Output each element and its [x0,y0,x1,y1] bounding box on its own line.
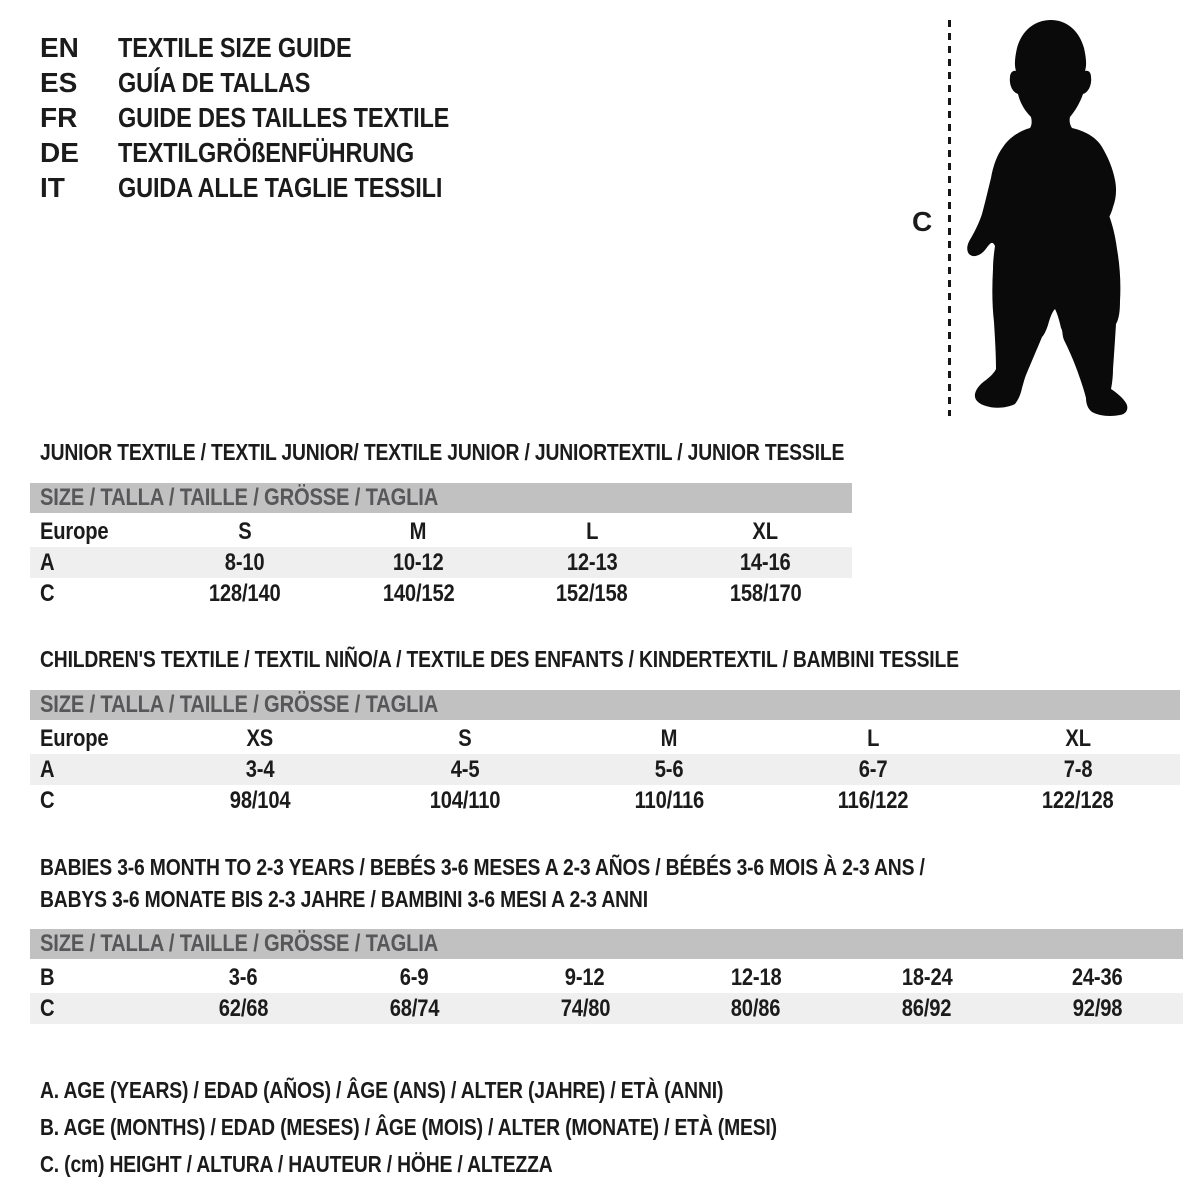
lang-code: FR [40,102,78,133]
size-value-cell: S [457,724,472,752]
children-size-table [30,723,1180,816]
size-value-cell: 12-13 [566,548,618,576]
size-value-cell: 80/86 [731,994,781,1022]
row-label: Europe [40,517,109,545]
size-value-cell: M [660,724,678,752]
table-row [30,547,852,578]
guide-title-it: GUIDA ALLE TAGLIE TESSILI [118,172,443,203]
junior-size-header-bar: SIZE / TALLA / TAILLE / GRÖSSE / TAGLIA [30,483,852,513]
size-value-cell: 128/140 [208,579,281,607]
babies-section-title: BABIES 3-6 MONTH TO 2-3 YEARS / BEBÉS 3-6 MESES A 2-3 AÑOS / BÉBÉS 3-6 MOIS À 2-3 ANS / BABYS 3-6 MONATE BIS 2-3 JAHRE / BAMBINI 3-6 MESI A 2-3 ANNI [40,854,925,912]
size-value-cell: 12-18 [730,963,782,991]
row-label: Europe [40,724,109,752]
size-value-cell: S [238,517,252,545]
size-value-cell: 8-10 [224,548,265,576]
row-label: C [40,579,55,607]
size-value-cell: 6-7 [859,755,888,783]
table-row [30,785,1180,816]
children-size-header-bar: SIZE / TALLA / TAILLE / GRÖSSE / TAGLIA [30,690,1180,720]
babies-size-table [30,962,1183,1024]
table-row [30,578,852,609]
legend-age-months: B. AGE (MONTHS) / EDAD (MESES) / ÂGE (MOIS) / ALTER (MONATE) / ETÀ (MESI) [40,1114,777,1140]
size-value-cell: L [867,724,880,752]
size-value-cell: 62/68 [218,994,269,1022]
lang-row-it [40,170,512,205]
lang-row-de [40,135,512,170]
size-value-cell: 152/158 [555,579,628,607]
row-label: C [40,994,55,1022]
lang-code: IT [40,172,65,203]
lang-row-fr [40,100,512,135]
table-row [30,754,1180,785]
junior-size-table [30,516,852,609]
size-value-cell: 6-9 [399,963,429,991]
size-value-cell: 74/80 [560,994,610,1022]
measure-legend [40,1072,917,1183]
guide-title-fr: GUIDE DES TAILLES TEXTILE [118,102,450,133]
size-value-cell: 3-4 [245,755,275,783]
size-value-cell: M [409,517,427,545]
table-row [30,723,1180,754]
lang-row-es [40,65,512,100]
size-value-cell: 5-6 [654,755,684,783]
size-value-cell: L [585,517,598,545]
row-label: A [40,755,55,783]
size-value-cell: 10-12 [392,548,444,576]
guide-title-de: TEXTILGRÖßENFÜHRUNG [118,137,415,168]
row-label: A [40,548,55,576]
lang-code: DE [40,137,79,168]
size-value-cell: 18-24 [901,963,953,991]
size-value-cell: 4-5 [450,755,479,783]
legend-height-cm: C. (cm) HEIGHT / ALTURA / HAUTEUR / HÖHE / ALTEZZA [40,1151,553,1177]
height-measure-label: C [912,206,933,237]
table-row [30,516,852,547]
size-value-cell: XL [752,517,778,545]
size-value-cell: XS [246,724,274,752]
guide-title-es: GUÍA DE TALLAS [118,67,311,98]
children-section-title: CHILDREN'S TEXTILE / TEXTIL NIÑO/A / TEXTILE DES ENFANTS / KINDERTEXTIL / BAMBINI TESSILE [40,646,959,672]
babies-size-header-bar: SIZE / TALLA / TAILLE / GRÖSSE / TAGLIA [30,929,1183,959]
row-label: C [40,786,55,814]
size-value-cell: 122/128 [1041,786,1114,814]
height-measure-dashed-line [948,20,951,416]
size-value-cell: 9-12 [565,963,605,991]
size-value-cell: 110/116 [634,786,704,814]
size-value-cell: 24-36 [1072,963,1123,991]
size-value-cell: 68/74 [389,994,440,1022]
size-value-cell: 86/92 [901,994,952,1022]
size-value-cell: 14-16 [739,548,791,576]
size-value-cell: 7-8 [1063,755,1093,783]
size-value-cell: 3-6 [229,963,258,991]
language-title-block [40,30,512,205]
table-row [30,962,1183,993]
table-row [30,993,1183,1024]
size-value-cell: 158/170 [729,579,802,607]
size-value-cell: 104/110 [429,786,500,814]
guide-title-en: TEXTILE SIZE GUIDE [118,32,352,63]
size-value-cell: 140/152 [382,579,455,607]
size-value-cell: 116/122 [838,786,909,814]
lang-row-en [40,30,512,65]
size-value-cell: 98/104 [229,786,291,814]
lang-code: EN [40,32,79,63]
junior-section-title: JUNIOR TEXTILE / TEXTIL JUNIOR/ TEXTILE JUNIOR / JUNIORTEXTIL / JUNIOR TESSILE [40,439,845,465]
toddler-silhouette [963,18,1145,422]
size-value-cell: XL [1065,724,1091,752]
size-value-cell: 92/98 [1072,994,1123,1022]
lang-code: ES [40,67,78,98]
row-label: B [40,963,55,991]
legend-age-years: A. AGE (YEARS) / EDAD (AÑOS) / ÂGE (ANS) / ALTER (JAHRE) / ETÀ (ANNI) [40,1077,724,1103]
